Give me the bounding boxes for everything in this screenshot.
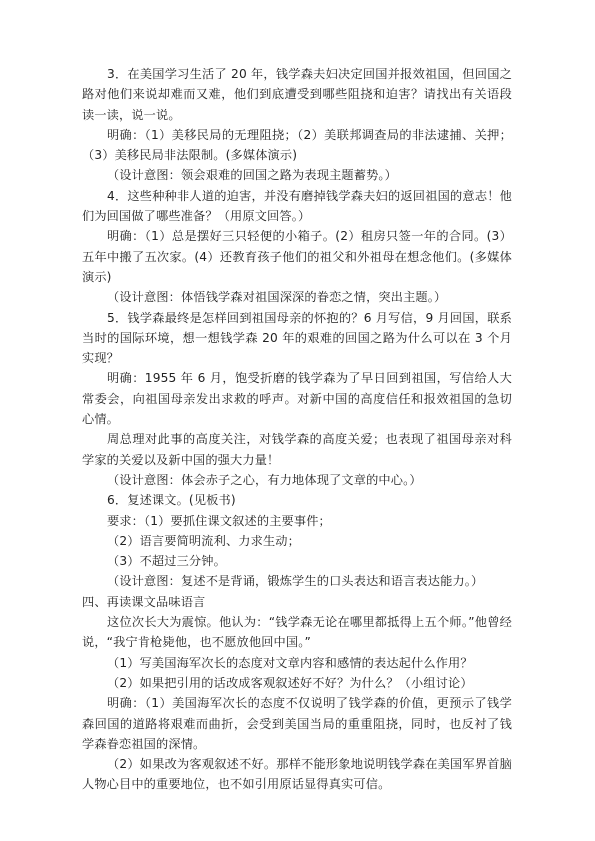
paragraph-design-intent-3: （设计意图：领会艰难的回国之路为表现主题蓄势。）: [107, 168, 397, 183]
paragraph-requirement-2: （2）语言要简明流利、力求生动；: [107, 533, 300, 548]
paragraph-design-intent-6: （设计意图：复述不是背诵，锻炼学生的口头表达和语言表达能力。）: [107, 574, 484, 589]
section-heading-4: 四、再读课文品味语言: [82, 594, 206, 609]
paragraph-requirement-3: （3）不超过三分钟。: [107, 554, 226, 569]
paragraph-answer-discussion-1: 明确：（1）美国海军次长的态度不仅说明了钱学森的价值，更预示了钱学森回国的道路将艰难而曲折，会受到美国当局的重重阻挠，同时，也反衬了钱学森眷恋祖国的深情。: [82, 696, 512, 751]
paragraph-quote: 这位次长大为震惊。他认为：“钱学森无论在哪里都抵得上五个师。”他曾经说，“我宁肯枪毙他，也不愿放他回中国。”: [82, 615, 512, 650]
paragraph-answer-5: 明确：1955 年 6 月，饱受折磨的钱学森为了早日回到祖国，写信给人大常委会，向祖国母亲发出求救的呼声。对新中国的高度信任和报效祖国的急切心情。: [82, 371, 512, 427]
paragraph-design-intent-4: （设计意图：体悟钱学森对祖国深深的眷恋之情，突出主题。）: [107, 290, 447, 305]
paragraph-premier-zhou: 周总理对此事的高度关注，对钱学森的高度关爱；也表现了祖国母亲对科学家的关爱以及新中国的强大力量！: [82, 432, 512, 467]
document-page: [82, 64, 512, 795]
paragraph-discussion-1: （1）写美国海军次长的态度对文章内容和感情的表达起什么作用？: [107, 655, 473, 670]
paragraph-discussion-2: （2）如果把引用的话改成客观叙述好不好？为什么？（小组讨论）: [107, 675, 473, 690]
paragraph-design-intent-5: （设计意图：体会赤子之心，有力地体现了文章的中心。）: [107, 472, 422, 487]
paragraph-answer-4: 明确：（1）总是摆好三只轻便的小箱子。(2）租房只签一年的合同。(3）五年中搬了五次家。(4）还教育孩子他们的祖父和外祖母在想念他们。(多媒体演示): [82, 229, 512, 284]
paragraph-answer-3: 明确：（1）美移民局的无理阻挠；（2）美联邦调查局的非法逮捕、关押；（3）美移民局非法限制。(多媒体演示): [82, 127, 512, 163]
paragraph-question-4: 4．这些种种非人道的迫害，并没有磨掉钱学森夫妇的返回祖国的意志！他们为回国做了哪些准备？（用原文回答。）: [82, 188, 512, 224]
paragraph-question-5: 5．钱学森最终是怎样回到祖国母亲的怀抱的？6 月写信，9 月回国，联系当时的国际环境，想一想钱学森 20 年的艰难的回国之路为什么可以在 3 个月实现？: [82, 310, 512, 366]
paragraph-question-6: 6．复述课文。(见板书): [107, 493, 236, 508]
paragraph-requirement-1: 要求：（1）要抓住课文叙述的主要事件；: [107, 513, 331, 528]
paragraph-answer-discussion-2: （2）如果改为客观叙述不好。那样不能形象地说明钱学森在美国军界首脑人物心目中的重要地位，也不如引用原话显得真实可信。: [82, 757, 512, 792]
paragraph-question-3: 3．在美国学习生活了 20 年，钱学森夫妇决定回国并报效祖国，但回国之路对他们来说却难而又难，他们到底遭受到哪些阻挠和迫害？请找出有关语段读一读，说一说。: [82, 67, 512, 122]
